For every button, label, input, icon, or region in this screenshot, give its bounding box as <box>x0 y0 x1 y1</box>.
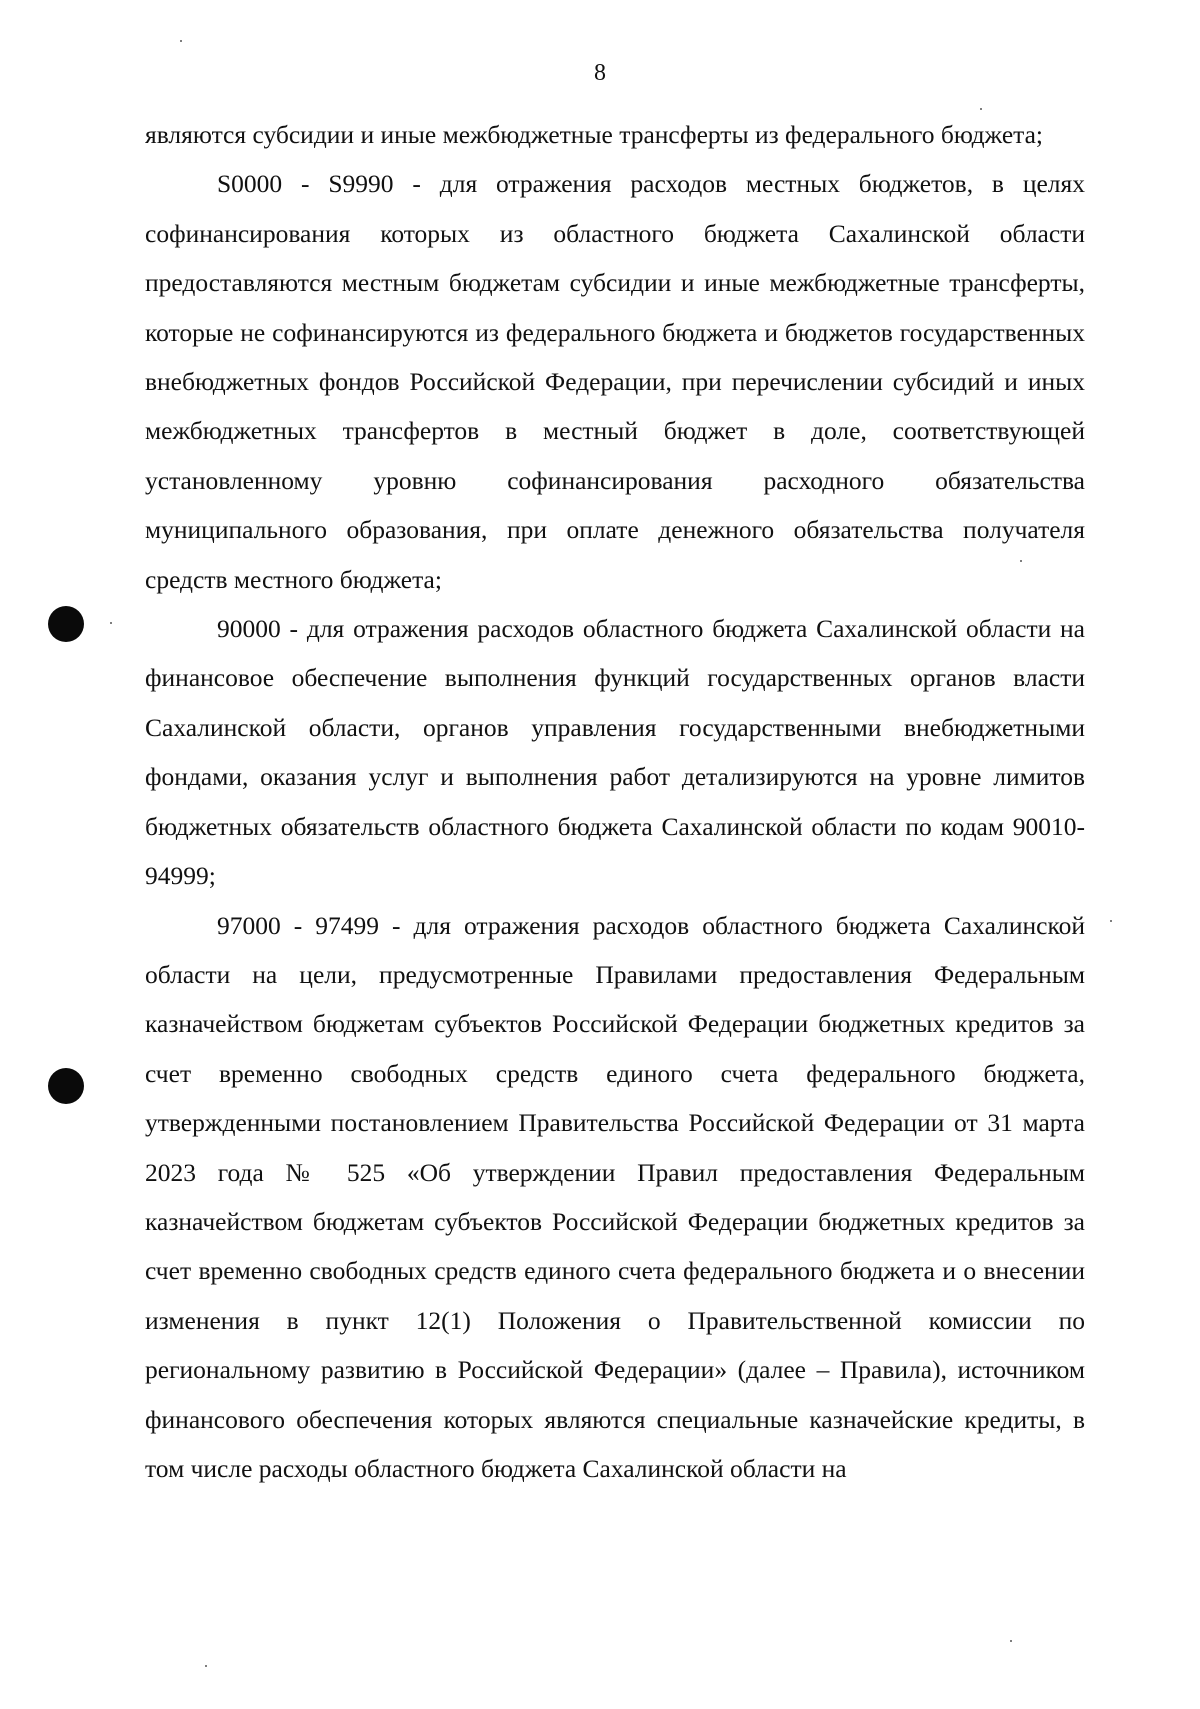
scan-speck <box>180 40 182 42</box>
scan-speck <box>1010 1640 1012 1642</box>
paragraph-90000: 90000 - для отражения расходов областного бюджета Сахалинской области на финансовое обеспечение выполнения функций государственных органов власти Сахалинской области, органов управления государственными внебюджетными фондами, оказания услуг и выполнения работ детализируются на уровне лимитов бюджетных обязательств областного бюджета Сахалинской области по кодам 90010-94999; <box>145 614 1085 891</box>
scan-speck <box>1020 560 1022 562</box>
document-body <box>145 110 1085 1493</box>
scan-speck <box>110 622 112 624</box>
paragraph-s0000: S0000 - S9990 - для отражения расходов местных бюджетов, в целях софинансирования которых из областного бюджета Сахалинской области предоставляются местным бюджетам субсидии и иные межбюджетные трансферты, которые не софинансируются из федерального бюджета и бюджетов государственных внебюджетных фондов Российской Федерации, при перечислении субсидий и иных межбюджетных трансфертов в местный бюджет в доле, соответствующей установленному уровню софинансирования расходного обязательства муниципального образования, при оплате денежного обязательства получателя средств местного бюджета; <box>145 169 1085 594</box>
punch-hole-bottom <box>48 1068 84 1104</box>
punch-hole-top <box>48 606 84 642</box>
page-number: 8 <box>594 60 606 86</box>
paragraph-97000: 97000 - 97499 - для отражения расходов областного бюджета Сахалинской области на цели, предусмотренные Правилами предоставления Федеральным казначейством бюджетам субъектов Российской Федерации бюджетных кредитов за счет временно свободных средств единого счета федерального бюджета, утвержденными постановлением Правительства Российской Федерации от 31 марта 2023 года № 525 «Об утверждении Правил предоставления Федеральным казначейством бюджетам субъектов Российской Федерации бюджетных кредитов за счет временно свободных средств единого счета федерального бюджета и о внесении изменения в пункт 12(1) Положения о Правительственной комиссии по региональному развитию в Российской Федерации» (далее – Правила), источником финансового обеспечения которых являются специальные казначейские кредиты, в том числе расходы областного бюджета Сахалинской области на <box>145 910 1085 1483</box>
scan-speck <box>205 1665 207 1667</box>
paragraph-continuation: являются субсидии и иные межбюджетные трансферты из федерального бюджета; <box>145 120 1044 149</box>
scan-speck <box>980 108 982 110</box>
scan-speck <box>1110 920 1112 922</box>
